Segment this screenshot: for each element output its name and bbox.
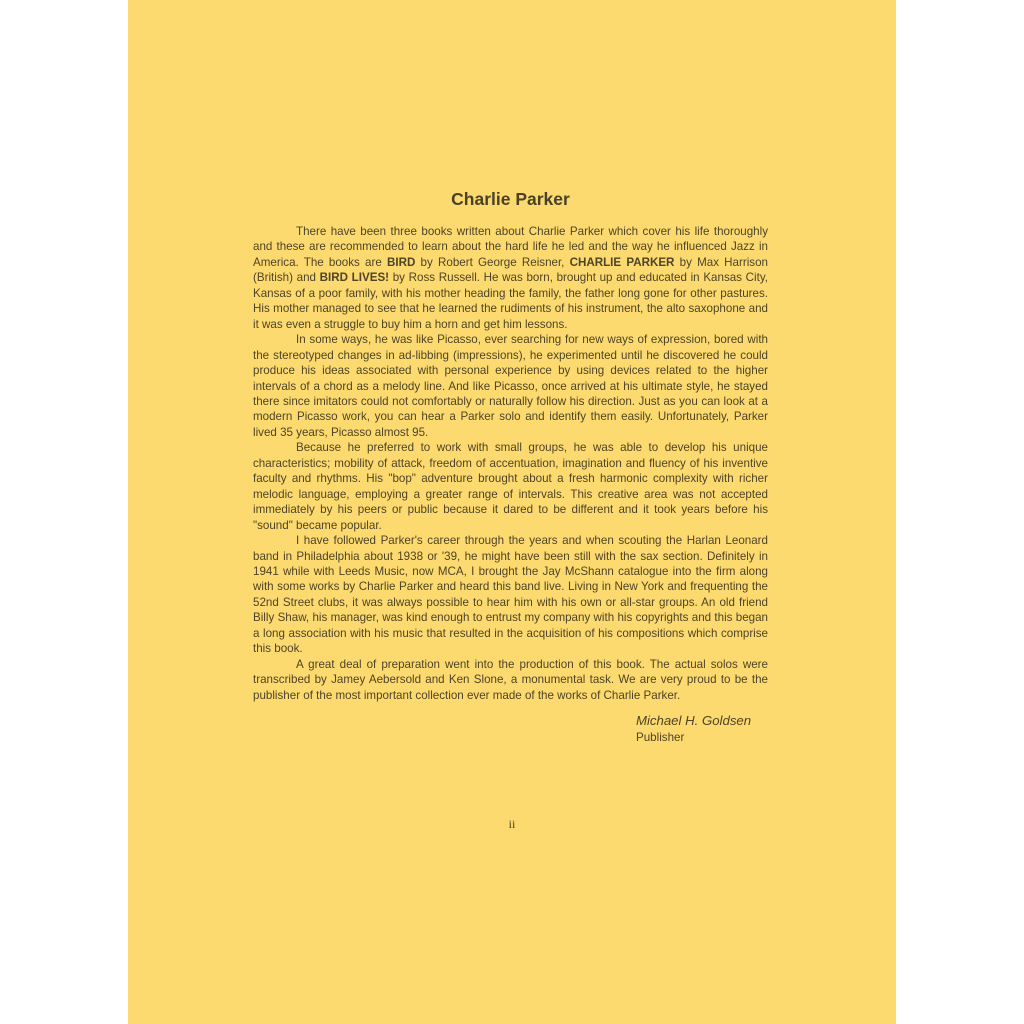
book-title-bird-lives: BIRD LIVES! (319, 271, 390, 285)
book-title-charlie-parker: CHARLIE PARKER (569, 255, 675, 269)
paragraph-books-intro: There have been three books written about Charlie Parker which cover his life thoroughly and these are recommended to learn about the hard life he led and the way he influenced Jazz in America. The books are (253, 225, 768, 269)
book-page (128, 0, 896, 1024)
signature-name: Michael H. Goldsen (636, 713, 752, 729)
book-title-bird: BIRD (387, 255, 416, 269)
paragraph-books-rest: by Ross Russell. He was born, brought up and educated in Kansas City, Kansas of a poor family, with his mother heading the family, the father long gone for other pastures. His mother managed to see that he learned the rudiments of his instrument, the alto saxophone and it was even a struggle to buy him a horn and get him lessons. (253, 271, 768, 331)
paragraph-small-groups: Because he preferred to work with small groups, he was able to develop his unique characteristics; mobility of attack, freedom of accentuation, imagination and fluency of his inventive faculty and rhythms. His "bop" adventure brought about a fresh harmonic complexity with richer melodic language, employing a greater range of intervals. This creative area was not accepted immediately by his peers or public because it dared to be different and it took years before his "sound" became popular. (253, 441, 768, 532)
page-number: ii (508, 817, 516, 831)
signature-block (636, 712, 768, 745)
paragraph-books (253, 224, 768, 332)
foreword-text-block (253, 186, 768, 745)
paragraph-picasso: In some ways, he was like Picasso, ever searching for new ways of expression, bored with the stereotyped changes in ad-libbing (impressions), he experimented until he discovered he could produce his ideas associated with personal experience by using devices related to the higher intervals of a chord as a melody line. And like Picasso, once arrived at his ultimate style, he stayed there since imitators could not comfortably or naturally follow his direction. Just as you can look at a modern Picasso work, you can hear a Parker solo and identify them easily. Unfortunately, Parker lived 35 years, Picasso almost 95. (253, 333, 768, 439)
page-title: Charlie Parker (451, 189, 570, 209)
paragraph-career: I have followed Parker's career through the years and when scouting the Harlan Leonard band in Philadelphia about 1938 or '39, he might have been still with the sax section. Definitely in 1941 while with Leeds Music, now MCA, I brought the Jay McShann catalogue into the firm along with some works by Charlie Parker and heard this band live. Living in New York and frequenting the 52nd Street clubs, it was always possible to hear him with his own or all-star groups. An old friend Billy Shaw, his manager, was kind enough to entrust my company with his copyrights and this began a long association with his music that resulted in the acquisition of his compositions which comprise this book. (253, 534, 768, 656)
book-author-harrison: by Max Harrison (British) and (253, 255, 768, 285)
book-author-reisner: by Robert George Reisner, (415, 255, 570, 269)
signature-role: Publisher (636, 731, 685, 745)
paragraph-preparation: A great deal of preparation went into the production of this book. The actual solos were transcribed by Jamey Aebersold and Ken Slone, a monumental task. We are very proud to be the publisher of the most important collection ever made of the works of Charlie Parker. (253, 657, 768, 702)
